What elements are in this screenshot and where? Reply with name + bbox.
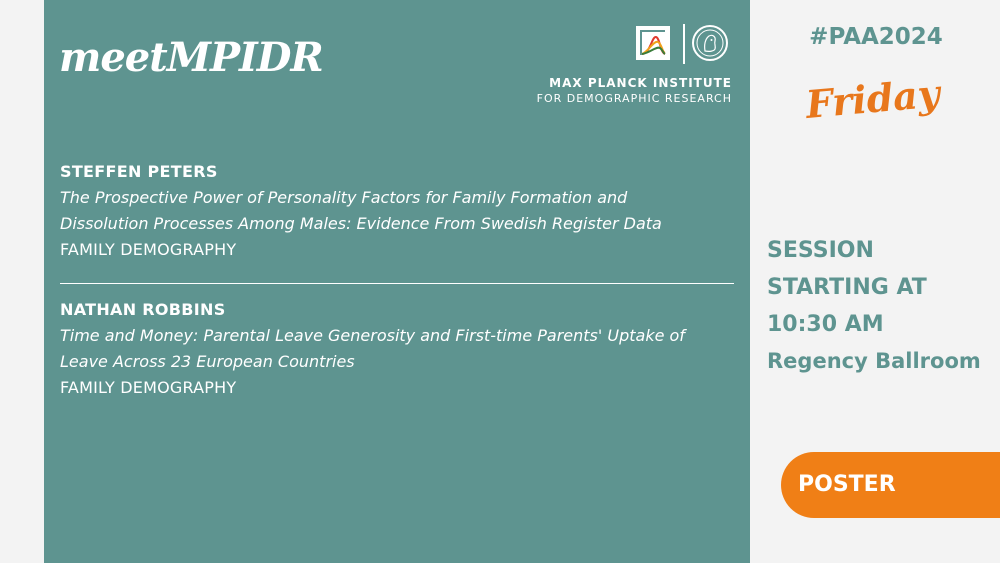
session-label: SESSION (767, 238, 874, 263)
poster-badge-label: POSTER (798, 472, 896, 497)
poster-badge (781, 452, 1000, 518)
presentation-entry (60, 300, 740, 401)
session-venue: Regency Ballroom (767, 349, 981, 373)
author-name: NATHAN ROBBINS (60, 300, 226, 319)
brand-wordmark: meetMPIDR (59, 34, 323, 81)
logo-separator (683, 24, 685, 64)
paper-title-line: Dissolution Processes Among Males: Evidence From Swedish Register Data (60, 214, 662, 233)
divider-line (60, 283, 734, 284)
event-hashtag: #PAA2024 (809, 24, 943, 50)
session-time: 10:30 AM (767, 312, 884, 337)
institute-subtitle: FOR DEMOGRAPHIC RESEARCH (536, 92, 732, 105)
paper-title-line: Leave Across 23 European Countries (60, 352, 355, 371)
day-label: Friday (804, 70, 942, 127)
category-label: FAMILY DEMOGRAPHY (60, 240, 237, 259)
mpidr-logo-icon (636, 26, 670, 60)
left-margin (0, 0, 44, 563)
institute-logos (636, 24, 732, 64)
author-name: STEFFEN PETERS (60, 162, 218, 181)
session-info (767, 232, 997, 380)
presentation-entry (60, 162, 740, 263)
main-panel (44, 0, 750, 563)
paper-title-line: The Prospective Power of Personality Factors for Family Formation and (60, 188, 628, 207)
category-label: FAMILY DEMOGRAPHY (60, 378, 237, 397)
paper-title-line: Time and Money: Parental Leave Generosity and First-time Parents' Uptake of (60, 326, 685, 345)
institute-name: MAX PLANCK INSTITUTE (549, 76, 732, 90)
max-planck-seal-icon (692, 25, 728, 61)
session-starting-label: STARTING AT (767, 275, 927, 300)
